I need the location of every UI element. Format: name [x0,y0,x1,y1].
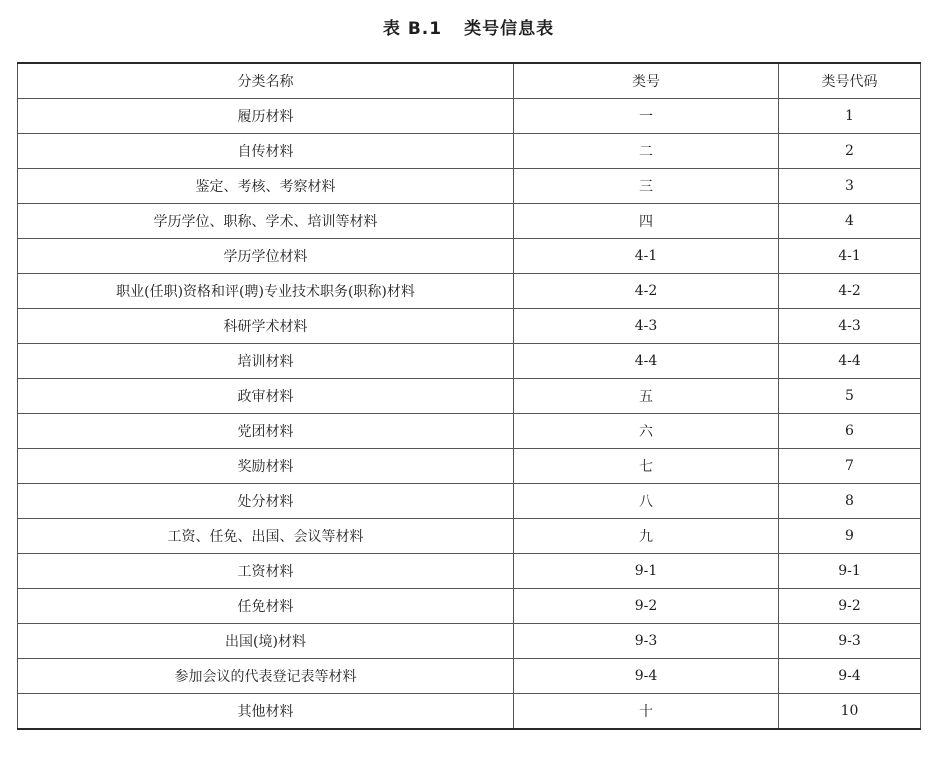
category-name-cell: 处分材料 [18,484,514,519]
category-code-cell: 5 [779,379,921,414]
category-name-cell: 政审材料 [18,379,514,414]
category-number-cell: 三 [514,169,779,204]
category-code-cell: 4-3 [779,309,921,344]
category-code-cell: 6 [779,414,921,449]
table-caption [0,14,937,39]
table-row [18,309,921,344]
table-number: 表 B.1 [382,19,443,39]
table-row [18,239,921,274]
table-row [18,519,921,554]
table-row [18,484,921,519]
category-name-cell: 工资材料 [18,554,514,589]
category-name-cell: 培训材料 [18,344,514,379]
header-category-name: 分类名称 [18,63,514,99]
table-row [18,99,921,134]
category-code-cell: 4-2 [779,274,921,309]
category-number-cell: 9-3 [514,624,779,659]
table-row [18,589,921,624]
category-code-cell: 9-4 [779,659,921,694]
table-row [18,134,921,169]
category-code-cell: 4-4 [779,344,921,379]
table-row [18,414,921,449]
table-row [18,659,921,694]
category-name-cell: 工资、任免、出国、会议等材料 [18,519,514,554]
table-title: 类号信息表 [464,19,555,39]
category-number-cell: 9-4 [514,659,779,694]
table-row [18,379,921,414]
category-code-cell: 3 [779,169,921,204]
category-code-cell: 10 [779,694,921,730]
category-info-table [17,62,921,730]
category-code-cell: 7 [779,449,921,484]
header-category-code: 类号代码 [779,63,921,99]
category-name-cell: 职业(任职)资格和评(聘)专业技术职务(职称)材料 [18,274,514,309]
table-row [18,624,921,659]
header-row [18,63,921,99]
category-number-cell: 4-1 [514,239,779,274]
category-name-cell: 参加会议的代表登记表等材料 [18,659,514,694]
table-row [18,449,921,484]
category-number-cell: 四 [514,204,779,239]
category-number-cell: 六 [514,414,779,449]
category-name-cell: 学历学位、职称、学术、培训等材料 [18,204,514,239]
table-row [18,344,921,379]
category-number-cell: 一 [514,99,779,134]
category-number-cell: 4-2 [514,274,779,309]
category-name-cell: 任免材料 [18,589,514,624]
category-number-cell: 二 [514,134,779,169]
category-number-cell: 九 [514,519,779,554]
category-name-cell: 履历材料 [18,99,514,134]
category-code-cell: 2 [779,134,921,169]
category-number-cell: 八 [514,484,779,519]
category-code-cell: 9-3 [779,624,921,659]
category-number-cell: 9-1 [514,554,779,589]
category-name-cell: 奖励材料 [18,449,514,484]
category-code-cell: 9-2 [779,589,921,624]
category-name-cell: 自传材料 [18,134,514,169]
category-name-cell: 出国(境)材料 [18,624,514,659]
category-number-cell: 七 [514,449,779,484]
table-row [18,169,921,204]
category-name-cell: 科研学术材料 [18,309,514,344]
category-name-cell: 鉴定、考核、考察材料 [18,169,514,204]
category-code-cell: 9 [779,519,921,554]
category-number-cell: 4-3 [514,309,779,344]
table-row [18,554,921,589]
category-code-cell: 4 [779,204,921,239]
category-code-cell: 4-1 [779,239,921,274]
category-number-cell: 9-2 [514,589,779,624]
category-name-cell: 党团材料 [18,414,514,449]
table-row [18,694,921,730]
category-number-cell: 十 [514,694,779,730]
category-number-cell: 4-4 [514,344,779,379]
header-category-number: 类号 [514,63,779,99]
table-row [18,274,921,309]
category-code-cell: 8 [779,484,921,519]
category-code-cell: 1 [779,99,921,134]
category-name-cell: 学历学位材料 [18,239,514,274]
category-number-cell: 五 [514,379,779,414]
table-row [18,204,921,239]
category-code-cell: 9-1 [779,554,921,589]
category-name-cell: 其他材料 [18,694,514,730]
